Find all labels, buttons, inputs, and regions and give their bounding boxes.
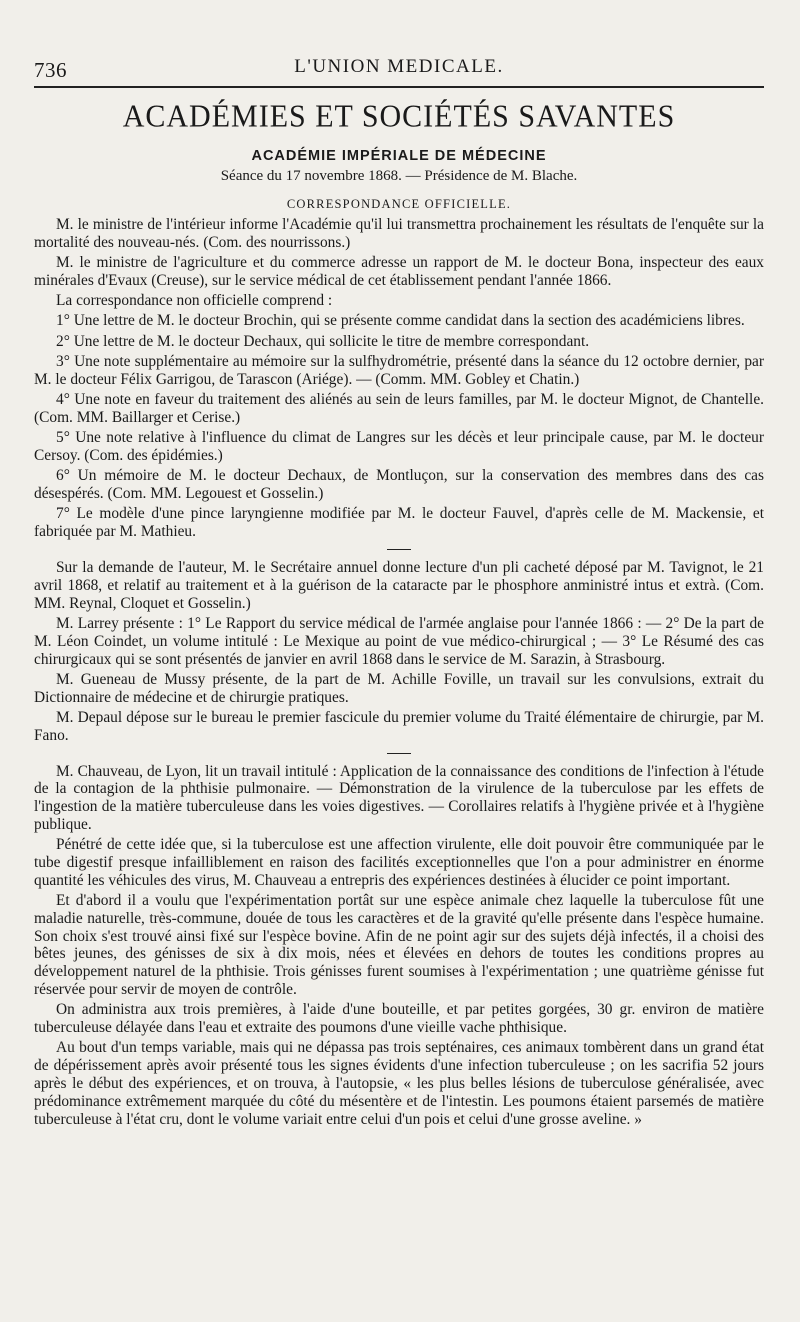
section-title: ACADÉMIES ET SOCIÉTÉS SAVANTES (122, 99, 676, 134)
paragraph: 3° Une note supplémentaire au mémoire sur la sulfhydrométrie, présenté dans la séance du 12 octobre dernier, par M. le docteur Félix Garrigou, de Tarascon (Ariége). — (Comm. MM. Gobley et Chatin.) (34, 353, 764, 388)
paragraph: 5° Une note relative à l'influence du climat de Langres sur les décès et leur principale cause, par M. le docteur Cersoy. (Com. des épidémies.) (34, 429, 764, 465)
paragraph: 1° Une lettre de M. le docteur Brochin, qui se présente comme candidat dans la section des académiciens libres. (56, 312, 745, 330)
section-separator (387, 549, 411, 550)
paragraph: Pénétré de cette idée que, si la tuberculose est une affection virulente, elle doit pouvoir être communiquée par le tube digestif presque infailliblement en raison des facilités exceptionnelles que l'on a pour administrer en énorme quantité les véhicules des virus, M. Chauveau a entrepris des expériences destinées à élucider ce point important. (34, 836, 764, 889)
paragraph: Au bout d'un temps variable, mais qui ne dépassa pas trois septénaires, ces animaux tombèrent dans un grand état de dépérissement après avoir présenté tous les signes évidents d'une infection tuberculeuse ; on les sacrifia 52 jours après le début des expériences, et on trouva, à l'autopsie, « les plus belles lésions de tuberculose généralisée, avec prédominance extrêmement marquée du côté du mésentère et de l'intestin. Les poumons étaient parsemés de matière tuberculeuse à l'état cru, dont le volume variait entre celui d'un pois et celui d'une grosse aveline. » (34, 1039, 764, 1128)
paragraph: M. Larrey présente : 1° Le Rapport du service médical de l'armée anglaise pour l'année 1866 : — 2° De la part de M. Léon Coindet, un volume intitulé : Le Mexique au point de vue médico-chirurgical ; — 3° Le Résumé des cas chirurgicaux qui se sont présentés de janvier en avril 1868 dans le service de M. Sarazin, à Strasbourg. (34, 614, 764, 668)
seance-line: Séance du 17 novembre 1868. — Présidence de M. Blache. (220, 168, 578, 184)
paragraph: M. le ministre de l'agriculture et du commerce adresse un rapport de M. le docteur Bona, inspecteur des eaux minérales d'Evaux (Creuse), sur le service médical de cet établissement pendant l'année 1866. (34, 254, 764, 289)
paragraph: 7° Le modèle d'une pince laryngienne modifiée par M. le docteur Fauvel, d'après celle de M. Mackensie, et fabriquée par M. Mathieu. (34, 505, 764, 541)
header-rule (34, 86, 764, 88)
paragraph: Et d'abord il a voulu que l'expérimentation portât sur une espèce animale chez laquelle la tuberculose fût une maladie naturelle, très-commune, douée de tous les caractères et de la gravité qu'elle présente dans l'espèce humaine. Son choix s'est trouvé ainsi fixé sur l'espèce bovine. Afin de ne point agir sur des sujets déjà infectés, il a choisi des bêtes jeunes, des génisses de six à dix mois, nées et élevées en dehors de toutes les conditions propres au développement naturel de la phthisie. Trois génisses furent soumises à l'expérimentation ; une quatrième génisse fut réservée pour servir de moyen de contrôle. (34, 892, 764, 999)
paragraph: On administra aux trois premières, à l'aide d'une bouteille, et par petites gorgées, 30 gr. environ de matière tuberculeuse délayée dans l'eau et extraite des poumons d'une vieille vache phthisique. (34, 1001, 764, 1037)
page-number: 736 (34, 58, 67, 82)
paragraph: 2° Une lettre de M. le docteur Dechaux, qui sollicite le titre de membre correspondant. (56, 332, 590, 350)
paragraph: La correspondance non officielle comprend : (56, 292, 333, 310)
section-separator (387, 753, 411, 754)
running-title: L'UNION MEDICALE. (294, 56, 504, 77)
paragraph: 4° Une note en faveur du traitement des aliénés au sein de leurs familles, par M. le docteur Mignot, de Chantelle. (Com. MM. Baillarger et Cerise.) (34, 391, 764, 426)
paragraph: M. le ministre de l'intérieur informe l'Académie qu'il lui transmettra prochainement les résultats de l'enquête sur la mortalité des nouveau-nés. (Com. des nourrissons.) (34, 216, 764, 251)
paragraph: M. Depaul dépose sur le bureau le premier fascicule du premier volume du Traité élémentaire de chirurgie, par M. Fano. (34, 708, 764, 744)
paragraph: Sur la demande de l'auteur, M. le Secrétaire annuel donne lecture d'un pli cacheté déposé par M. Tavignot, le 21 avril 1868, et relatif au traitement et à la guérison de la cataracte par le phosphore anministré intus et extrà. (Com. MM. Reynal, Cloquet et Gosselin.) (34, 559, 764, 612)
page-header (34, 0, 764, 96)
correspondance-heading: CORRESPONDANCE OFFICIELLE. (286, 197, 512, 211)
paragraph: M. Chauveau, de Lyon, lit un travail intitulé : Application de la connaissance des conditions de l'infection à l'étude de la contagion de la phthisie pulmonaire. — Démonstration de la virulence de la tuberculose par les effets de l'ingestion de la matière tuberculeuse dans les voies digestives. — Corollaires relatifs à l'hygiène privée et à l'hygiène publique. (34, 762, 764, 833)
article-body (34, 216, 764, 1128)
paragraph: M. Gueneau de Mussy présente, de la part de M. Achille Foville, un travail sur les convulsions, extrait du Dictionnaire de médecine et de chirurgie pratiques. (34, 670, 764, 706)
paragraph: 6° Un mémoire de M. le docteur Dechaux, de Montluçon, sur la conservation des membres dans des cas désespérés. (Com. MM. Legouest et Gosselin.) (34, 467, 764, 503)
academy-heading: ACADÉMIE IMPÉRIALE DE MÉDECINE (251, 148, 547, 164)
